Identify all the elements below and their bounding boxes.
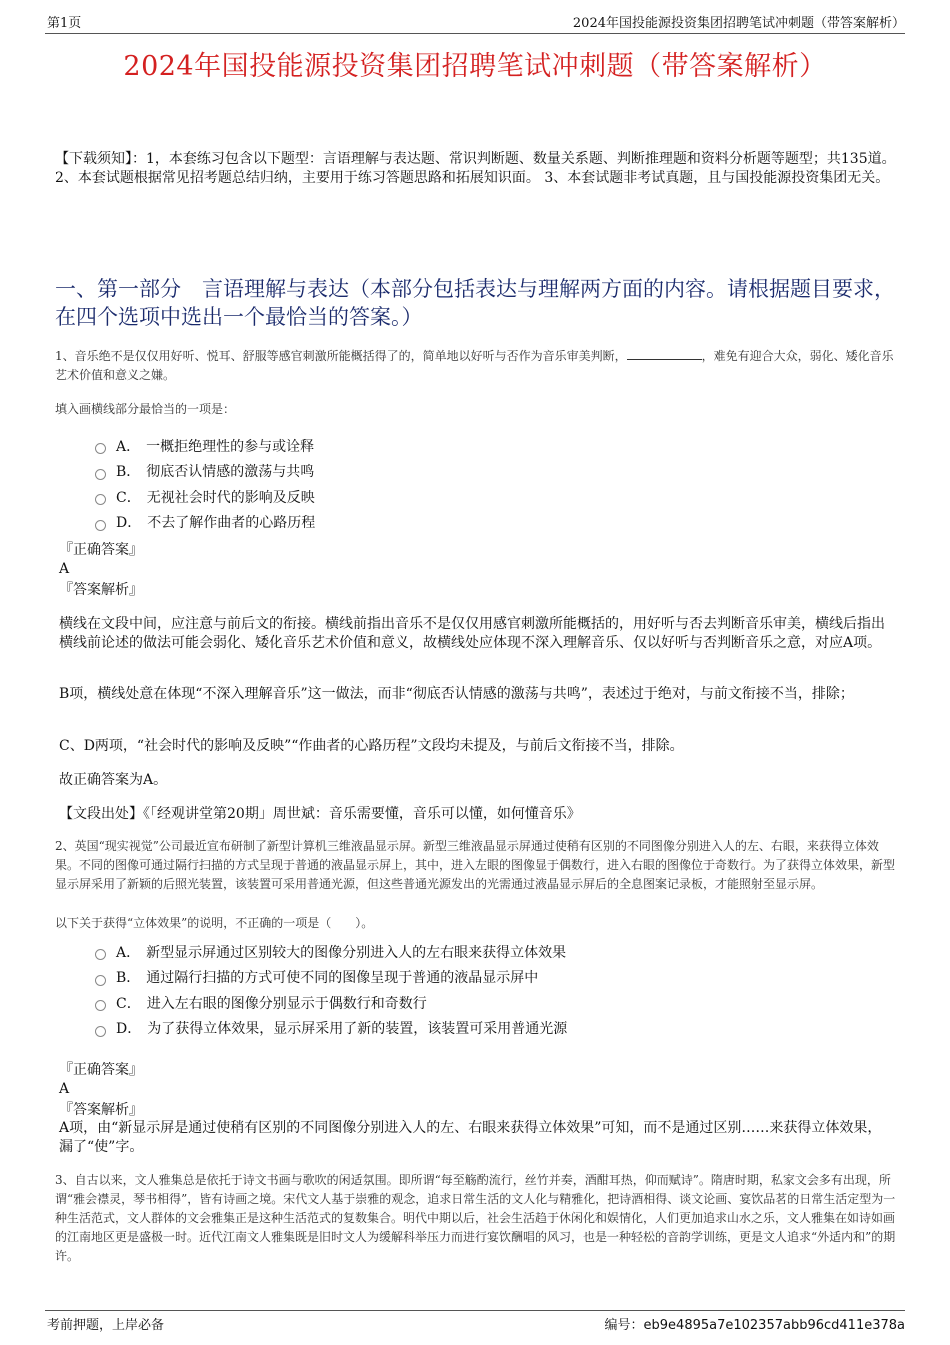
section-heading: 一、第一部分 言语理解与表达（本部分包括表达与理解两方面的内容。请根据题目要求，在四个选项中选出一个最恰当的答案。） [55, 277, 895, 329]
option-letter: A． [116, 438, 141, 455]
question-3-text: 3、自古以来，文人雅集总是依托于诗文书画与歌吹的闲适氛围。即所谓“每至觞酌流行，丝竹并奏，酒酣耳热，仰而赋诗”。隋唐时期，私家文会多有出现，所谓“雅会襟灵，琴书相得”，皆有诗画之境。宋代文人基于崇雅的观念，追求日常生活的文人化与精雅化，把诗酒相得、谈文论画、宴饮品茗的日常生活定型为一种生活范式，文人群体的文会雅集正是这种生活范式的复数集合。明代中期以后，社会生活趋于休闲化和娱情化，人们更加追求山水之乐，文人雅集在如诗如画的江南地区更是盛极一时。近代江南文人雅集既是旧时文人为缓解科举压力而进行宴饮酬唱的风习，也是一种轻松的音韵学训练，更是文人追求“外适内和”的期许。 [55, 1173, 896, 1263]
question-1-text-before: 1、音乐绝不是仅仅用好听、悦耳、舒服等感官刺激所能概括得了的，简单地以好听与否作为音乐审美判断， [55, 349, 627, 363]
option-a[interactable] [95, 433, 875, 459]
option-letter: B． [116, 970, 141, 987]
footer-code-value: eb9e4895a7e102357abb96cd411e378a [643, 1318, 905, 1333]
source-citation: 【文段出处】《「经观讲堂第20期」周世斌：音乐需要懂，音乐可以懂，如何懂音乐》 [59, 806, 581, 822]
analysis-paragraph: A项，由“新显示屏是通过使稍有区别的不同图像分别进入人的左、右眼来获得立体效果”可知，而不是通过区别……来获得立体效果，漏了“使”字。 [59, 1120, 882, 1155]
option-letter: C． [116, 995, 141, 1012]
answer-value: A [59, 1081, 70, 1097]
analysis-paragraph: C、D两项，“社会时代的影响及反映”“作曲者的心路历程”文段均未提及，与前后文衔接不当，排除。 [59, 738, 684, 754]
option-c[interactable] [95, 484, 875, 510]
option-text: 彻底否认情感的激荡与共鸣 [146, 464, 315, 481]
option-text: 无视社会时代的影响及反映 [146, 489, 315, 506]
option-letter: C． [116, 489, 141, 506]
question-2-prompt: 以下关于获得“立体效果”的说明，不正确的一项是（ ）。 [55, 916, 374, 930]
radio-icon[interactable] [95, 975, 106, 986]
footer-code [605, 1314, 905, 1333]
option-text: 通过隔行扫描的方式可使不同的图像呈现于普通的液晶显示屏中 [146, 970, 539, 987]
option-letter: B． [116, 464, 141, 481]
option-letter: D． [116, 1021, 142, 1038]
footer-slogan: 考前押题，上岸必备 [47, 1318, 165, 1333]
analysis-label: 『答案解析』 [59, 582, 143, 598]
option-text: 进入左右眼的图像分别显示于偶数行和奇数行 [146, 995, 427, 1012]
analysis-paragraph: 横线在文段中间，应注意与前后文的衔接。横线前指出音乐不是仅仅用感官刺激所能概括的，用好听与否去判断音乐审美，横线后指出横线前论述的做法可能会弱化、矮化音乐艺术价值和意义，故横线处应体现不深入理解音乐、仅以好听与否判断音乐之意，对应A项。 [59, 616, 885, 651]
option-letter: A． [116, 944, 141, 961]
radio-icon[interactable] [95, 520, 106, 531]
answer-label: 『正确答案』 [59, 542, 143, 558]
option-a[interactable] [95, 939, 875, 965]
answer-label: 『正确答案』 [59, 1062, 143, 1078]
analysis-conclusion: 故正确答案为A。 [59, 772, 168, 788]
footer-divider [45, 1310, 905, 1311]
question-1-text-after: ，难免有迎合大众，弱化、矮化音乐艺术价值和意义之嫌。 [55, 349, 894, 382]
question-2-text: 2、英国“现实视觉”公司最近宣布研制了新型计算机三维液晶显示屏。新型三维液晶显示屏通过使稍有区别的不同图像分别进入人的左、右眼，来获得立体效果。不同的图像可通过隔行扫描的方式呈现于普通的液晶显示屏上，其中，进入左眼的图像显于偶数行，进入右眼的图像位于奇数行。为了获得立体效果，新型显示屏采用了新颖的后照光装置，该装置可采用普通光源，但这些普通光源发出的光需通过液晶显示屏后的全息图案记录板，才能照射至显示屏。 [55, 839, 896, 891]
header-divider [45, 33, 905, 34]
document-title: 2024年国投能源投资集团招聘笔试冲刺题（带答案解析） [123, 51, 827, 82]
option-letter: D． [116, 515, 142, 532]
radio-icon[interactable] [95, 494, 106, 505]
running-header-title: 2024年国投能源投资集团招聘笔试冲刺题（带答案解析） [572, 16, 905, 31]
radio-icon[interactable] [95, 1026, 106, 1037]
analysis-label: 『答案解析』 [59, 1102, 143, 1118]
footer-code-label: 编号： [604, 1318, 644, 1333]
option-text: 一概拒绝理性的参与或诠释 [146, 438, 315, 455]
question-1-prompt: 填入画横线部分最恰当的一项是： [55, 402, 236, 416]
option-b[interactable] [95, 965, 875, 991]
analysis-paragraph: B项，横线处意在体现“不深入理解音乐”这一做法，而非“彻底否认情感的激荡与共鸣”，表述过于绝对，与前文衔接不当，排除； [59, 686, 854, 702]
radio-icon[interactable] [95, 443, 106, 454]
option-c[interactable] [95, 990, 875, 1016]
option-b[interactable] [95, 459, 875, 485]
answer-value: A [59, 561, 70, 577]
question-1-text [55, 347, 897, 385]
question-1-options [95, 433, 875, 535]
radio-icon[interactable] [95, 469, 106, 480]
option-text: 为了获得立体效果，显示屏采用了新的装置，该装置可采用普通光源 [147, 1021, 568, 1038]
download-notice: 【下载须知】：1，本套练习包含以下题型：言语理解与表达题、常识判断题、数量关系题、判断推理题和资料分析题等题型；共135道。 2、本套试题根据常见招考题总结归纳，主要用于练习答题思路和拓展知识面。 3、本套试题非考试真题，且与国投能源投资集团无关。 [55, 151, 896, 186]
page-number: 第1页 [47, 16, 82, 31]
radio-icon[interactable] [95, 949, 106, 960]
option-text: 新型显示屏通过区别较大的图像分别进入人的左右眼来获得立体效果 [146, 944, 567, 961]
option-text: 不去了解作曲者的心路历程 [147, 515, 316, 532]
fill-blank [627, 348, 702, 360]
option-d[interactable] [95, 1016, 875, 1042]
question-2-options [95, 939, 875, 1041]
radio-icon[interactable] [95, 1000, 106, 1011]
option-d[interactable] [95, 510, 875, 536]
